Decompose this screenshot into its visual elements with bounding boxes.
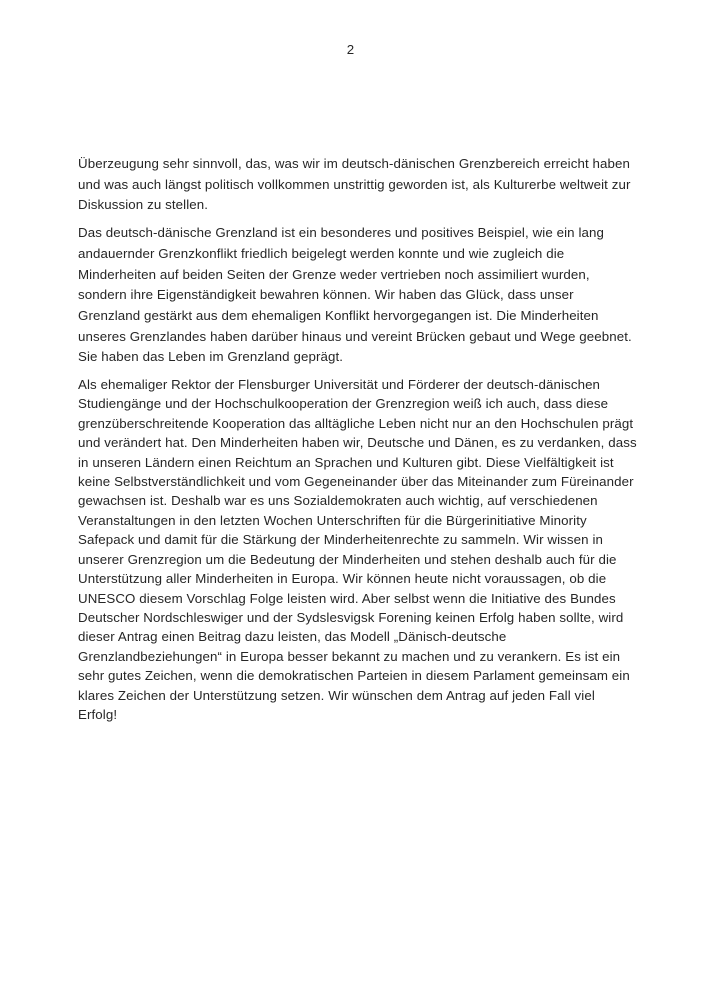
paragraph-1: Überzeugung sehr sinnvoll, das, was wir im deutsch-dänischen Grenzbereich erreicht haben und was auch längst politisch vollkommen unstrittig geworden ist, als Kulturerbe weltweit zur Diskussion zu stellen. (78, 156, 631, 213)
paragraph-2: Das deutsch-dänische Grenzland ist ein besonderes und positives Beispiel, wie ein lang andauernder Grenzkonflikt friedlich beigelegt werden konnte und wie zugleich die Minderheiten auf beiden Seiten der Grenze weder vertrieben noch assimiliert wurden, sondern ihre Eigenständigkeit bewahren können. Wir haben das Glück, dass unser Grenzland gestärkt aus dem ehemaligen Konflikt hervorgegangen ist. Die Minderheiten unseres Grenzlandes haben darüber hinaus und vereint Brücken gebaut und Wege geebnet. Sie haben das Leben im Grenzland geprägt. (78, 225, 632, 365)
document-body (78, 154, 637, 731)
page-number: 2 (346, 42, 355, 57)
paragraph-3: Als ehemaliger Rektor der Flensburger Universität und Förderer der deutsch-dänischen Studiengänge und der Hochschulkooperation der Grenzregion weiß ich auch, dass diese grenzüberschreitende Kooperation das alltägliche Leben nicht nur an den Hochschulen prägt und verändert hat. Den Minderheiten haben wir, Deutsche und Dänen, es zu verdanken, dass in unseren Ländern einen Reichtum an Sprachen und Kulturen gibt. Diese Vielfältigkeit ist keine Selbstverständlichkeit und vom Gegeneinander über das Miteinander zum Füreinander gewachsen ist. Deshalb war es uns Sozialdemokraten auch wichtig, auf verschiedenen Veranstaltungen in den letzten Wochen Unterschriften für die Bürgerinitiative Minority Safepack und damit für die Stärkung der Minderheitenrechte zu sammeln. Wir wissen in unserer Grenzregion um die Bedeutung der Minderheiten und stehen deshalb auch für die Unterstützung aller Minderheiten in Europa. Wir können heute nicht voraussagen, ob die UNESCO diesem Vorschlag Folge leisten wird. Aber selbst wenn die Initiative des Bundes Deutscher Nordschleswiger und der Sydslesvigsk Forening keinen Erfolg haben sollte, wird dieser Antrag einen Beitrag dazu leisten, das Modell „Dänisch-deutsche Grenzlandbeziehungen“ in Europa besser bekannt zu machen und zu verankern. Es ist ein sehr gutes Zeichen, wenn die demokratischen Parteien in diesem Parlament gemeinsam ein klares Zeichen der Unterstützung setzen. Wir wünschen dem Antrag auf jeden Fall viel Erfolg! (78, 377, 637, 722)
